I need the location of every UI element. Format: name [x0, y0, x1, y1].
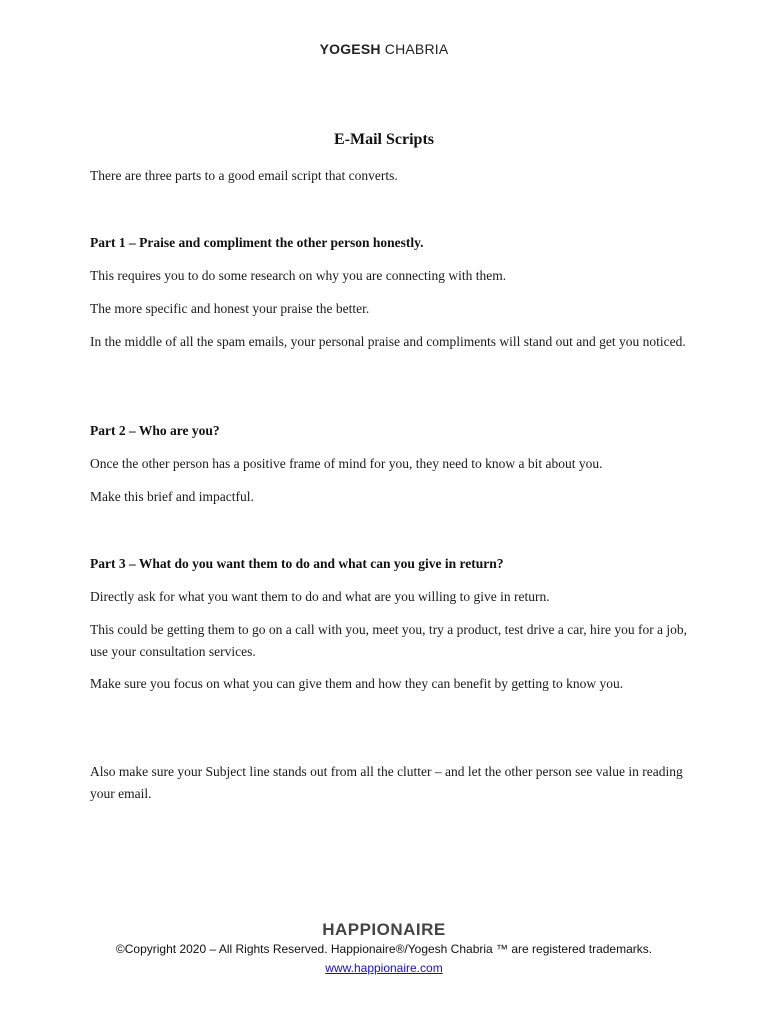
part3-heading: Part 3 – What do you want them to do and what can you give in return? — [90, 556, 504, 571]
footer-brand-logo: HAPPIONAIRE — [322, 920, 446, 939]
header-brand-last: CHABRIA — [380, 41, 449, 57]
page-title: E-Mail Scripts — [334, 131, 434, 148]
intro-paragraph: There are three parts to a good email script that converts. — [90, 168, 398, 183]
part1-paragraph-2: The more specific and honest your praise the better. — [90, 301, 370, 316]
part2-paragraph-1: Once the other person has a positive frame of mind for you, they need to know a bit about you. — [90, 456, 603, 471]
header-brand — [0, 41, 768, 57]
part3-paragraph-3: Make sure you focus on what you can give them and how they can benefit by getting to know you. — [90, 676, 624, 691]
part1-paragraph-1: This requires you to do some research on why you are connecting with them. — [90, 268, 507, 283]
part2-heading: Part 2 – Who are you? — [90, 423, 220, 438]
part3-paragraph-1: Directly ask for what you want them to do and what are you willing to give in return. — [90, 589, 550, 604]
part1-heading: Part 1 – Praise and compliment the other person honestly. — [90, 235, 424, 250]
footer-copyright: ©Copyright 2020 – All Rights Reserved. Happionaire®/Yogesh Chabria ™ are registered trademarks. — [115, 942, 653, 956]
part3-paragraph-2: This could be getting them to go on a call with you, meet you, try a product, test drive a car, hire you for a job, use your consultation services. — [90, 622, 688, 659]
header-brand-first: YOGESH — [319, 41, 381, 57]
closing-paragraph: Also make sure your Subject line stands out from all the clutter – and let the other person see value in reading your email. — [90, 764, 683, 801]
footer-website-link[interactable]: www.happionaire.com — [325, 961, 443, 975]
part2-paragraph-2: Make this brief and impactful. — [90, 489, 254, 504]
part1-paragraph-3: In the middle of all the spam emails, your personal praise and compliments will stand out and get you noticed. — [90, 334, 686, 349]
